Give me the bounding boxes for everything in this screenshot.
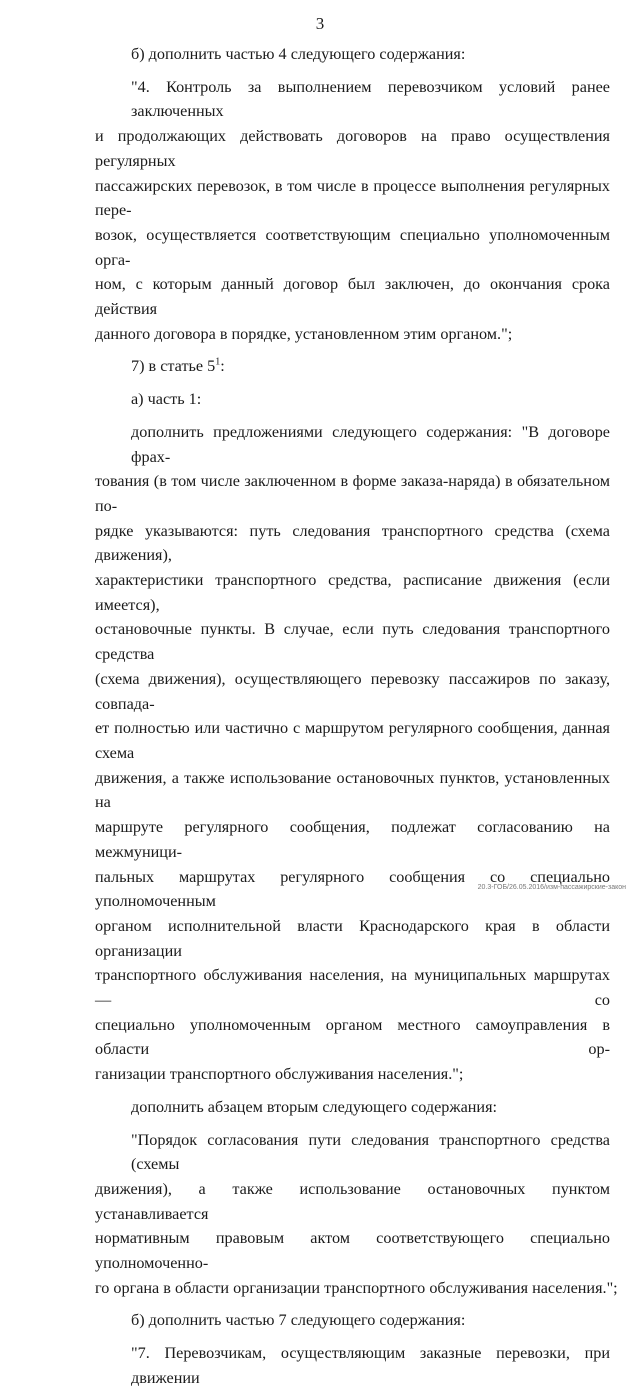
paragraph-gap — [95, 67, 610, 75]
paragraph-gap — [95, 1333, 610, 1341]
paragraph-gap — [95, 1087, 610, 1095]
text-line — [95, 716, 610, 765]
line-text: "4. Контроль за выполнением перевозчиком условий ранее заключенных — [131, 77, 610, 121]
text-line — [95, 963, 610, 1012]
line-text: движения, а также использование остановочных пунктов, установленных на — [95, 768, 610, 812]
line-text: ном, с которым данный договор был заключен, до окончания срока действия — [95, 275, 610, 319]
page-number: 3 — [315, 14, 325, 33]
text-line — [95, 519, 610, 568]
text-line — [95, 1095, 610, 1120]
paragraph-gap — [95, 1120, 610, 1128]
line-text: ет полностью или частично с маршрутом регулярного сообщения, данная схема — [95, 719, 610, 762]
text-line — [95, 1013, 610, 1062]
paragraph-gap — [95, 1300, 610, 1308]
text-line — [95, 469, 610, 518]
text-line — [95, 42, 610, 67]
text-line — [95, 354, 610, 379]
line-text: движения), а также использование остановочных пунктом устанавливается — [95, 1179, 610, 1223]
text-line — [95, 1276, 618, 1301]
line-text: дополнить предложениями следующего содержания: "В договоре фрах- — [131, 422, 610, 466]
text-line — [95, 1177, 610, 1226]
line-text: специально уполномоченным органом местного самоуправления в области ор- — [95, 1015, 610, 1059]
line-text: "Порядок согласования пути следования транспортного средства (схемы — [131, 1130, 610, 1174]
line-text: пассажирских перевозок, в том числе в процессе выполнения регулярных пере- — [95, 176, 610, 220]
text-line — [95, 75, 610, 124]
line-text: транспортного обслуживания населения, на муниципальных маршрутах — со — [95, 966, 610, 1010]
text-line — [95, 568, 610, 617]
text-line — [95, 815, 610, 864]
line-text: характеристики транспортного средства, расписание движения (если имеется), — [95, 571, 610, 614]
text-line — [95, 124, 610, 173]
text-line — [95, 223, 610, 272]
line-text: ганизации транспортного обслуживания населения."; — [95, 1065, 464, 1084]
line-text: "7. Перевозчикам, осуществляющим заказные перевозки, при движении — [131, 1344, 610, 1387]
line-text: органом исполнительной власти Краснодарского края в области организации — [95, 916, 610, 960]
document-body — [95, 42, 618, 1391]
line-text: и продолжающих действовать договоров на право осуществления регулярных — [95, 127, 610, 170]
line-text: б) дополнить частью 7 следующего содержания: — [131, 1311, 466, 1330]
line-text: нормативным правовым актом соответствующего специально уполномоченно- — [95, 1229, 610, 1273]
line-text: 7) в статье 5 — [131, 357, 216, 376]
text-line — [95, 914, 610, 963]
text-line — [95, 1308, 610, 1333]
line-text-suffix: : — [220, 357, 225, 376]
line-text: го органа в области организации транспортного обслуживания населения."; — [95, 1278, 618, 1297]
paragraph-gap — [95, 346, 610, 354]
footer-document-code: 20.3-ГОБ/26.05.2016/изм-пассажирские-закон — [477, 884, 626, 891]
line-text: б) дополнить частью 4 следующего содержания: — [131, 45, 466, 63]
text-line — [95, 272, 610, 321]
text-line — [95, 1226, 610, 1275]
text-line — [95, 322, 610, 347]
line-text: возок, осуществляется соответствующим специально уполномоченным орга- — [95, 225, 610, 269]
paragraph-gap — [95, 379, 610, 387]
text-line — [95, 1062, 610, 1087]
line-text: тования (в том числе заключенном в форме заказа-наряда) в обязательном по- — [95, 472, 610, 515]
text-line — [95, 1341, 610, 1390]
line-text: остановочные пункты. В случае, если путь следования транспортного средства — [95, 620, 610, 664]
superscript: 1 — [215, 357, 221, 369]
line-text: а) часть 1: — [131, 390, 202, 409]
text-line — [95, 174, 610, 223]
text-line — [95, 766, 610, 815]
line-text: пальных маршрутах регулярного сообщения со специально уполномоченным — [95, 867, 610, 911]
line-text: (схема движения), осуществляющего перевозку пассажиров по заказу, совпада- — [95, 669, 610, 713]
line-text: маршруте регулярного сообщения, подлежат согласованию на межмуници- — [95, 818, 610, 861]
text-line — [95, 1128, 610, 1177]
paragraph-gap — [95, 412, 610, 420]
text-line — [95, 617, 610, 666]
text-line — [95, 667, 610, 716]
line-text: рядке указываются: путь следования транспортного средства (схема движения), — [95, 521, 610, 565]
text-line — [95, 387, 610, 412]
line-text: дополнить абзацем вторым следующего содержания: — [131, 1097, 498, 1116]
line-text: данного договора в порядке, установленном этим органом."; — [95, 324, 513, 343]
text-line — [95, 420, 610, 469]
